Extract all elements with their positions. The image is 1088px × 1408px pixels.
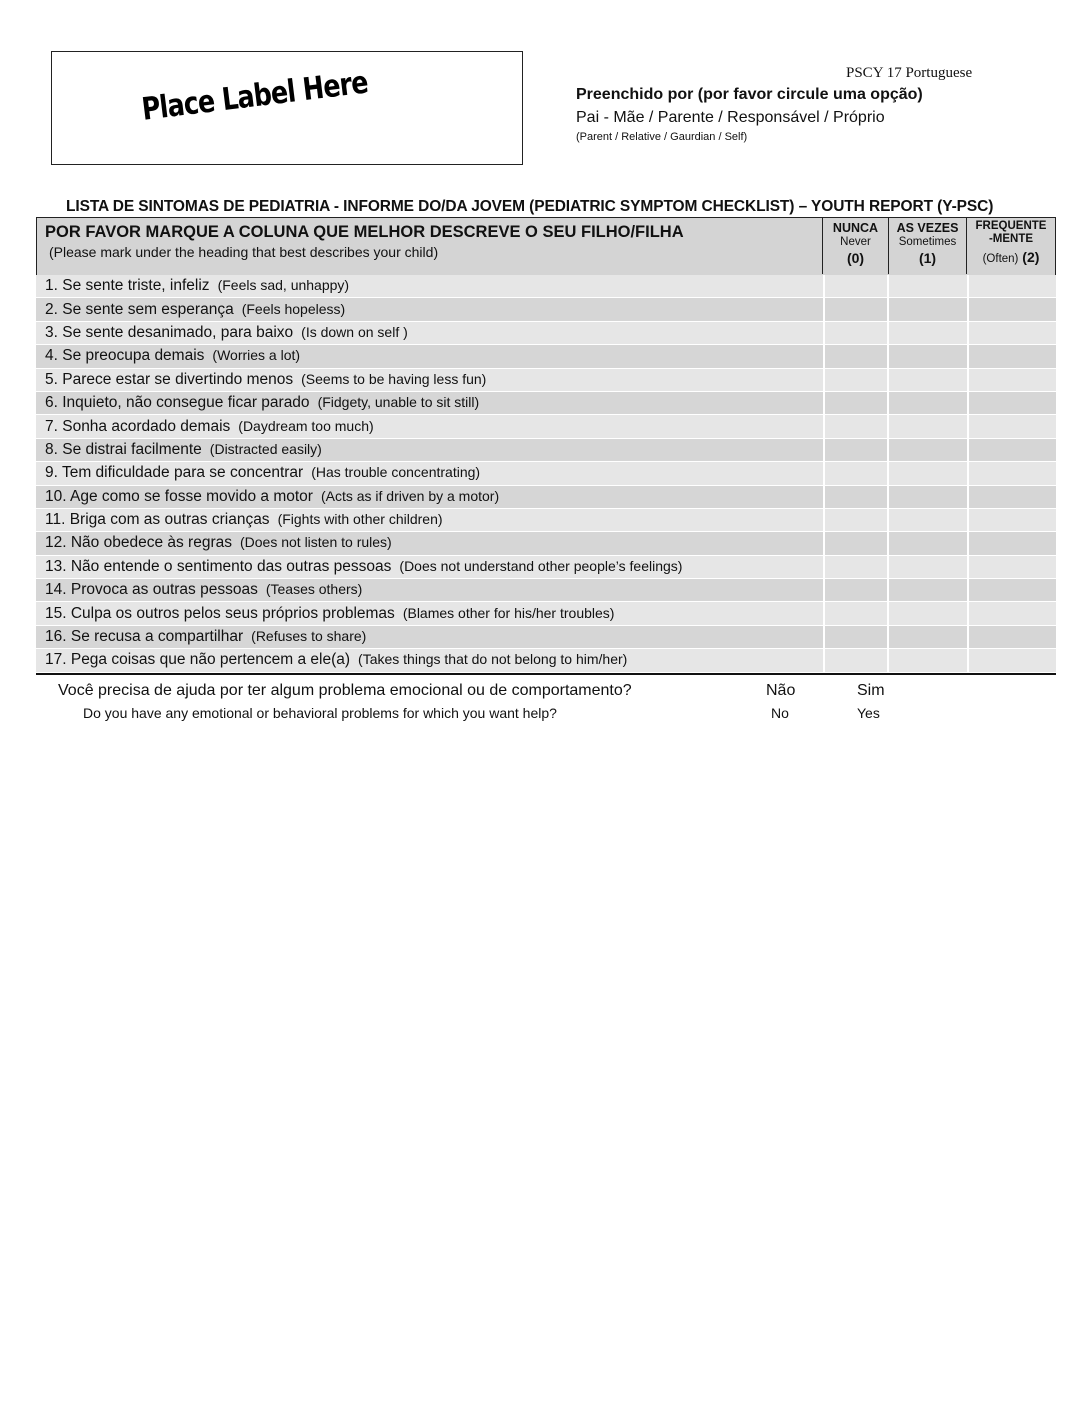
item-label-english: (Does not understand other people’s feelings) xyxy=(399,557,683,574)
mark-never-cell[interactable] xyxy=(823,626,889,648)
item-label: 12. Não obedece às regras xyxy=(45,534,232,552)
mark-sometimes-cell[interactable] xyxy=(887,369,967,391)
item-label-english: (Teases others) xyxy=(265,581,363,598)
item-text xyxy=(36,324,408,342)
item-label: 1. Se sente triste, infeliz xyxy=(45,277,210,295)
mark-never-cell[interactable] xyxy=(823,439,889,461)
never-label-english: Never xyxy=(840,236,871,248)
filled-by-options[interactable]: Pai - Mãe / Parente / Responsável / Próprio xyxy=(576,109,885,126)
table-row xyxy=(36,345,1056,368)
table-row xyxy=(36,415,1056,438)
symptom-table xyxy=(36,217,1056,675)
item-label-english: (Is down on self ) xyxy=(301,323,408,340)
sometimes-score: (1) xyxy=(918,250,937,266)
mark-never-cell[interactable] xyxy=(823,556,889,578)
mark-never-cell[interactable] xyxy=(823,322,889,344)
label-placeholder-box xyxy=(51,51,523,165)
item-label: 11. Briga com as outras crianças xyxy=(45,511,270,529)
mark-never-cell[interactable] xyxy=(823,415,889,437)
mark-often-cell[interactable] xyxy=(967,415,1058,437)
mark-often-cell[interactable] xyxy=(967,649,1058,671)
table-row xyxy=(36,626,1056,649)
mark-sometimes-cell[interactable] xyxy=(887,509,967,531)
item-label-english: (Has trouble concentrating) xyxy=(311,464,481,481)
mark-sometimes-cell[interactable] xyxy=(887,392,967,414)
symptom-items xyxy=(36,275,1056,675)
help-question-english: Do you have any emotional or behavioral problems for which you want help? xyxy=(83,705,557,721)
table-row xyxy=(36,322,1056,345)
mark-never-cell[interactable] xyxy=(823,298,889,320)
item-label: 14. Provoca as outras pessoas xyxy=(45,581,258,599)
item-label: 8. Se distrai facilmente xyxy=(45,440,202,458)
item-label-english: (Refuses to share) xyxy=(251,628,367,645)
form-id: PSCY 17 Portuguese xyxy=(846,65,973,81)
answer-no-english: No xyxy=(771,705,789,721)
table-row xyxy=(36,532,1056,555)
sometimes-label-english: Sometimes xyxy=(898,236,957,248)
table-row xyxy=(36,579,1056,602)
mark-sometimes-cell[interactable] xyxy=(887,439,967,461)
item-label-english: (Seems to be having less fun) xyxy=(301,370,487,387)
checklist-title: LISTA DE SINTOMAS DE PEDIATRIA - INFORME DO/DA JOVEM (PEDIATRIC SYMPTOM CHECKLIST) – YOUTH REPORT (Y-PSC) xyxy=(66,198,994,215)
sometimes-label: AS VEZES xyxy=(896,221,959,235)
item-text xyxy=(36,464,480,482)
mark-never-cell[interactable] xyxy=(823,345,889,367)
item-text xyxy=(36,441,322,459)
item-text xyxy=(36,651,627,669)
table-row xyxy=(36,486,1056,509)
item-text xyxy=(36,558,682,576)
item-label: 16. Se recusa a compartilhar xyxy=(45,628,244,646)
item-label: 5. Parece estar se divertindo menos xyxy=(45,370,294,388)
mark-sometimes-cell[interactable] xyxy=(887,556,967,578)
mark-often-cell[interactable] xyxy=(967,556,1058,578)
item-label: 10. Age como se fosse movido a motor xyxy=(45,487,313,505)
mark-sometimes-cell[interactable] xyxy=(887,322,967,344)
mark-often-cell[interactable] xyxy=(967,509,1058,531)
mark-sometimes-cell[interactable] xyxy=(887,626,967,648)
item-text xyxy=(36,277,349,295)
mark-never-cell[interactable] xyxy=(823,602,889,624)
column-header-sometimes xyxy=(888,218,966,274)
item-label: 15. Culpa os outros pelos seus próprios problemas xyxy=(45,604,395,622)
item-label-english: (Does not listen to rules) xyxy=(239,534,392,551)
item-label: 3. Se sente desanimado, para baixo xyxy=(45,323,294,341)
table-instructions: POR FAVOR MARQUE A COLUNA QUE MELHOR DESCREVE O SEU FILHO/FILHA xyxy=(45,223,684,241)
mark-sometimes-cell[interactable] xyxy=(887,298,967,320)
table-row xyxy=(36,602,1056,625)
mark-sometimes-cell[interactable] xyxy=(887,415,967,437)
table-row xyxy=(36,392,1056,415)
mark-often-cell[interactable] xyxy=(967,579,1058,601)
item-text xyxy=(36,347,300,365)
mark-often-cell[interactable] xyxy=(967,298,1058,320)
often-score: (2) xyxy=(1022,249,1040,265)
item-label-english: (Fights with other children) xyxy=(277,511,443,528)
table-row xyxy=(36,509,1056,532)
item-label: 13. Não entende o sentimento das outras pessoas xyxy=(45,557,392,575)
mark-never-cell[interactable] xyxy=(823,649,889,671)
mark-often-cell[interactable] xyxy=(967,275,1058,297)
mark-sometimes-cell[interactable] xyxy=(887,275,967,297)
table-row xyxy=(36,462,1056,485)
item-label-english: (Blames other for his/her troubles) xyxy=(402,604,615,621)
item-label: 17. Pega coisas que não pertencem a ele(a) xyxy=(45,651,351,669)
item-label-english: (Feels hopeless) xyxy=(241,300,346,317)
table-row xyxy=(36,556,1056,579)
item-text xyxy=(36,418,374,436)
column-header-never xyxy=(822,218,888,274)
mark-never-cell[interactable] xyxy=(823,392,889,414)
often-label-suffix: -MENTE xyxy=(988,233,1034,245)
column-header-often xyxy=(966,218,1055,274)
item-text xyxy=(36,394,479,412)
item-text xyxy=(36,371,486,389)
item-label-english: (Worries a lot) xyxy=(212,347,301,364)
table-header xyxy=(36,217,1056,275)
answer-no[interactable]: Não xyxy=(766,682,796,699)
answer-yes-english: Yes xyxy=(857,705,880,721)
table-row xyxy=(36,439,1056,462)
item-label: 6. Inquieto, não consegue ficar parado xyxy=(45,394,310,412)
mark-never-cell[interactable] xyxy=(823,462,889,484)
table-row xyxy=(36,298,1056,321)
item-label-english: (Distracted easily) xyxy=(209,440,322,457)
mark-often-cell[interactable] xyxy=(967,345,1058,367)
mark-sometimes-cell[interactable] xyxy=(887,579,967,601)
table-instructions-english: (Please mark under the heading that best describes your child) xyxy=(49,244,439,260)
mark-never-cell[interactable] xyxy=(823,369,889,391)
table-row xyxy=(36,649,1056,672)
never-label: NUNCA xyxy=(832,221,879,235)
help-question: Você precisa de ajuda por ter algum problema emocional ou de comportamento? xyxy=(58,682,632,699)
mark-often-cell[interactable] xyxy=(967,322,1058,344)
item-text xyxy=(36,301,345,319)
item-text xyxy=(36,511,443,529)
filled-by-title: Preenchido por (por favor circule uma opção) xyxy=(576,86,923,103)
mark-often-cell[interactable] xyxy=(967,602,1058,624)
item-label: 9. Tem dificuldade para se concentrar xyxy=(45,464,304,482)
mark-never-cell[interactable] xyxy=(823,509,889,531)
mark-sometimes-cell[interactable] xyxy=(887,649,967,671)
item-text xyxy=(36,534,392,552)
answer-yes[interactable]: Sim xyxy=(857,682,885,699)
item-text xyxy=(36,488,499,506)
filled-by-options-english: (Parent / Relative / Gaurdian / Self) xyxy=(576,131,748,143)
mark-sometimes-cell[interactable] xyxy=(887,462,967,484)
item-label: 4. Se preocupa demais xyxy=(45,347,205,365)
mark-never-cell[interactable] xyxy=(823,579,889,601)
table-row xyxy=(36,275,1056,298)
mark-often-cell[interactable] xyxy=(967,462,1058,484)
mark-never-cell[interactable] xyxy=(823,486,889,508)
mark-often-cell[interactable] xyxy=(967,626,1058,648)
item-label: 7. Sonha acordado demais xyxy=(45,417,231,435)
mark-often-cell[interactable] xyxy=(967,392,1058,414)
mark-often-cell[interactable] xyxy=(967,369,1058,391)
item-text xyxy=(36,581,362,599)
item-text xyxy=(36,628,366,646)
mark-often-cell[interactable] xyxy=(967,439,1058,461)
item-label: 2. Se sente sem esperança xyxy=(45,300,234,318)
item-label-english: (Takes things that do not belong to him/her) xyxy=(358,651,628,668)
mark-sometimes-cell[interactable] xyxy=(887,486,967,508)
mark-sometimes-cell[interactable] xyxy=(887,602,967,624)
item-text xyxy=(36,605,614,623)
item-label-english: (Daydream too much) xyxy=(238,417,374,434)
mark-often-cell[interactable] xyxy=(967,532,1058,554)
label-placeholder-text: Place Label Here xyxy=(139,64,370,128)
mark-sometimes-cell[interactable] xyxy=(887,345,967,367)
item-label-english: (Feels sad, unhappy) xyxy=(217,277,350,294)
often-label: FREQUENTE xyxy=(975,220,1047,232)
mark-often-cell[interactable] xyxy=(967,486,1058,508)
item-label-english: (Fidgety, unable to sit still) xyxy=(317,394,480,411)
often-label-english: (Often) xyxy=(982,253,1019,265)
item-label-english: (Acts as if driven by a motor) xyxy=(320,487,500,504)
mark-never-cell[interactable] xyxy=(823,532,889,554)
mark-never-cell[interactable] xyxy=(823,275,889,297)
never-score: (0) xyxy=(846,250,865,266)
mark-sometimes-cell[interactable] xyxy=(887,532,967,554)
table-row xyxy=(36,369,1056,392)
